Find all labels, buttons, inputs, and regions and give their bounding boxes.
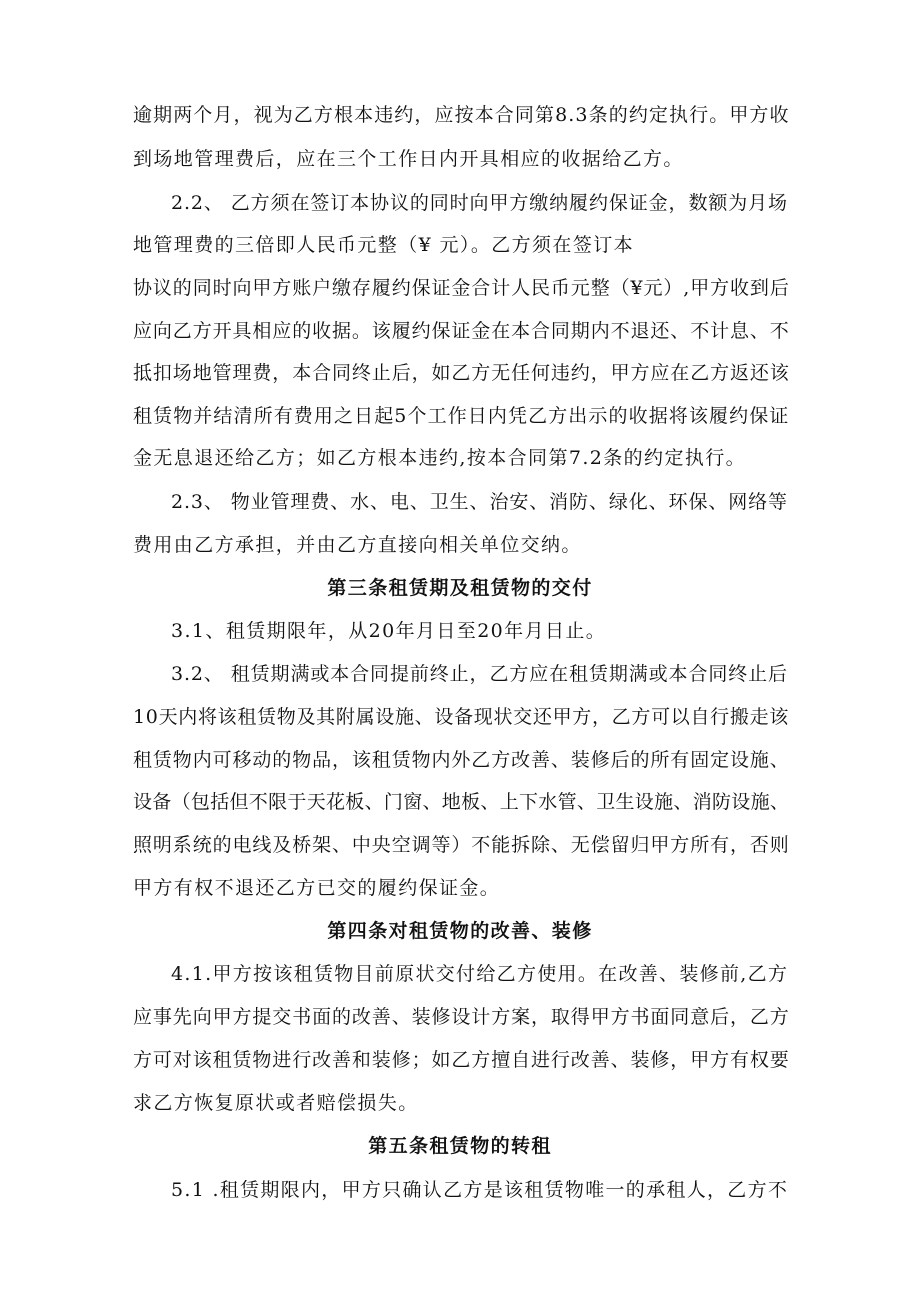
text-line: 照明系统的电线及桥架、中央空调等）不能拆除、无偿留归甲方所有，否则 <box>133 834 790 856</box>
section-heading-4: 第四条对租赁物的改善、装修 <box>327 920 593 942</box>
text-line: 方可对该租赁物进行改善和装修；如乙方擅自进行改善、装修，甲方有权要 <box>133 1049 790 1071</box>
text-line: 到场地管理费后，应在三个工作日内开具相应的收据给乙方。 <box>133 148 684 170</box>
text-line: 费用由乙方承担，并由乙方直接向相关单位交纳。 <box>133 534 582 556</box>
text-line: 金无息退还给乙方；如乙方根本违约,按本合同第7.2条的约定执行。 <box>133 447 747 469</box>
text-line: 应向乙方开具相应的收据。该履约保证金在本合同期内不退还、不计息、不 <box>133 320 790 342</box>
text-line: 甲方有权不退还乙方已交的履约保证金。 <box>133 877 501 899</box>
text-line: 2.3、 物业管理费、水、电、卫生、治安、消防、绿化、环保、网络等 <box>171 491 788 513</box>
section-heading-5: 第五条租赁物的转租 <box>368 1135 552 1157</box>
text-line: 5.1 .租赁期限内，甲方只确认乙方是该租赁物唯一的承租人，乙方不 <box>171 1179 789 1201</box>
text-line: 应事先向甲方提交书面的改善、装修设计方案，取得甲方书面同意后，乙方 <box>133 1006 790 1028</box>
text-line: 地管理费的三倍即人民币元整（¥ 元）。乙方须在签订本 <box>133 234 635 256</box>
text-line: 逾期两个月，视为乙方根本违约，应按本合同第8.3条的约定执行。甲方收 <box>133 104 790 126</box>
text-line: 3.2、 租赁期满或本合同提前终止，乙方应在租赁期满或本合同终止后 <box>171 663 788 685</box>
text-line: 抵扣场地管理费，本合同终止后，如乙方无任何违约，甲方应在乙方返还该 <box>133 362 790 384</box>
section-heading-3: 第三条租赁期及租赁物的交付 <box>327 577 593 599</box>
text-line: 协议的同时向甲方账户缴存履约保证金合计人民币元整（¥元）,甲方收到后 <box>133 277 790 299</box>
text-line: 设备（包括但不限于天花板、门窗、地板、上下水管、卫生设施、消防设施、 <box>133 791 790 813</box>
text-line: 3.1、租赁期限年，从20年月日至20年月日止。 <box>171 620 607 642</box>
text-line: 租赁物内可移动的物品，该租赁物内外乙方改善、装修后的所有固定设施、 <box>133 749 790 771</box>
text-line: 10天内将该租赁物及其附属设施、设备现状交还甲方，乙方可以自行搬走该 <box>133 706 789 728</box>
text-line: 2.2、 乙方须在签订本协议的同时向甲方缴纳履约保证金，数额为月场 <box>171 192 788 214</box>
text-line: 租赁物并结清所有费用之日起5个工作日内凭乙方出示的收据将该履约保证 <box>133 405 790 427</box>
text-line: 求乙方恢复原状或者赔偿损失。 <box>133 1092 419 1114</box>
text-line: 4.1.甲方按该租赁物目前原状交付给乙方使用。在改善、装修前,乙方 <box>171 963 789 985</box>
